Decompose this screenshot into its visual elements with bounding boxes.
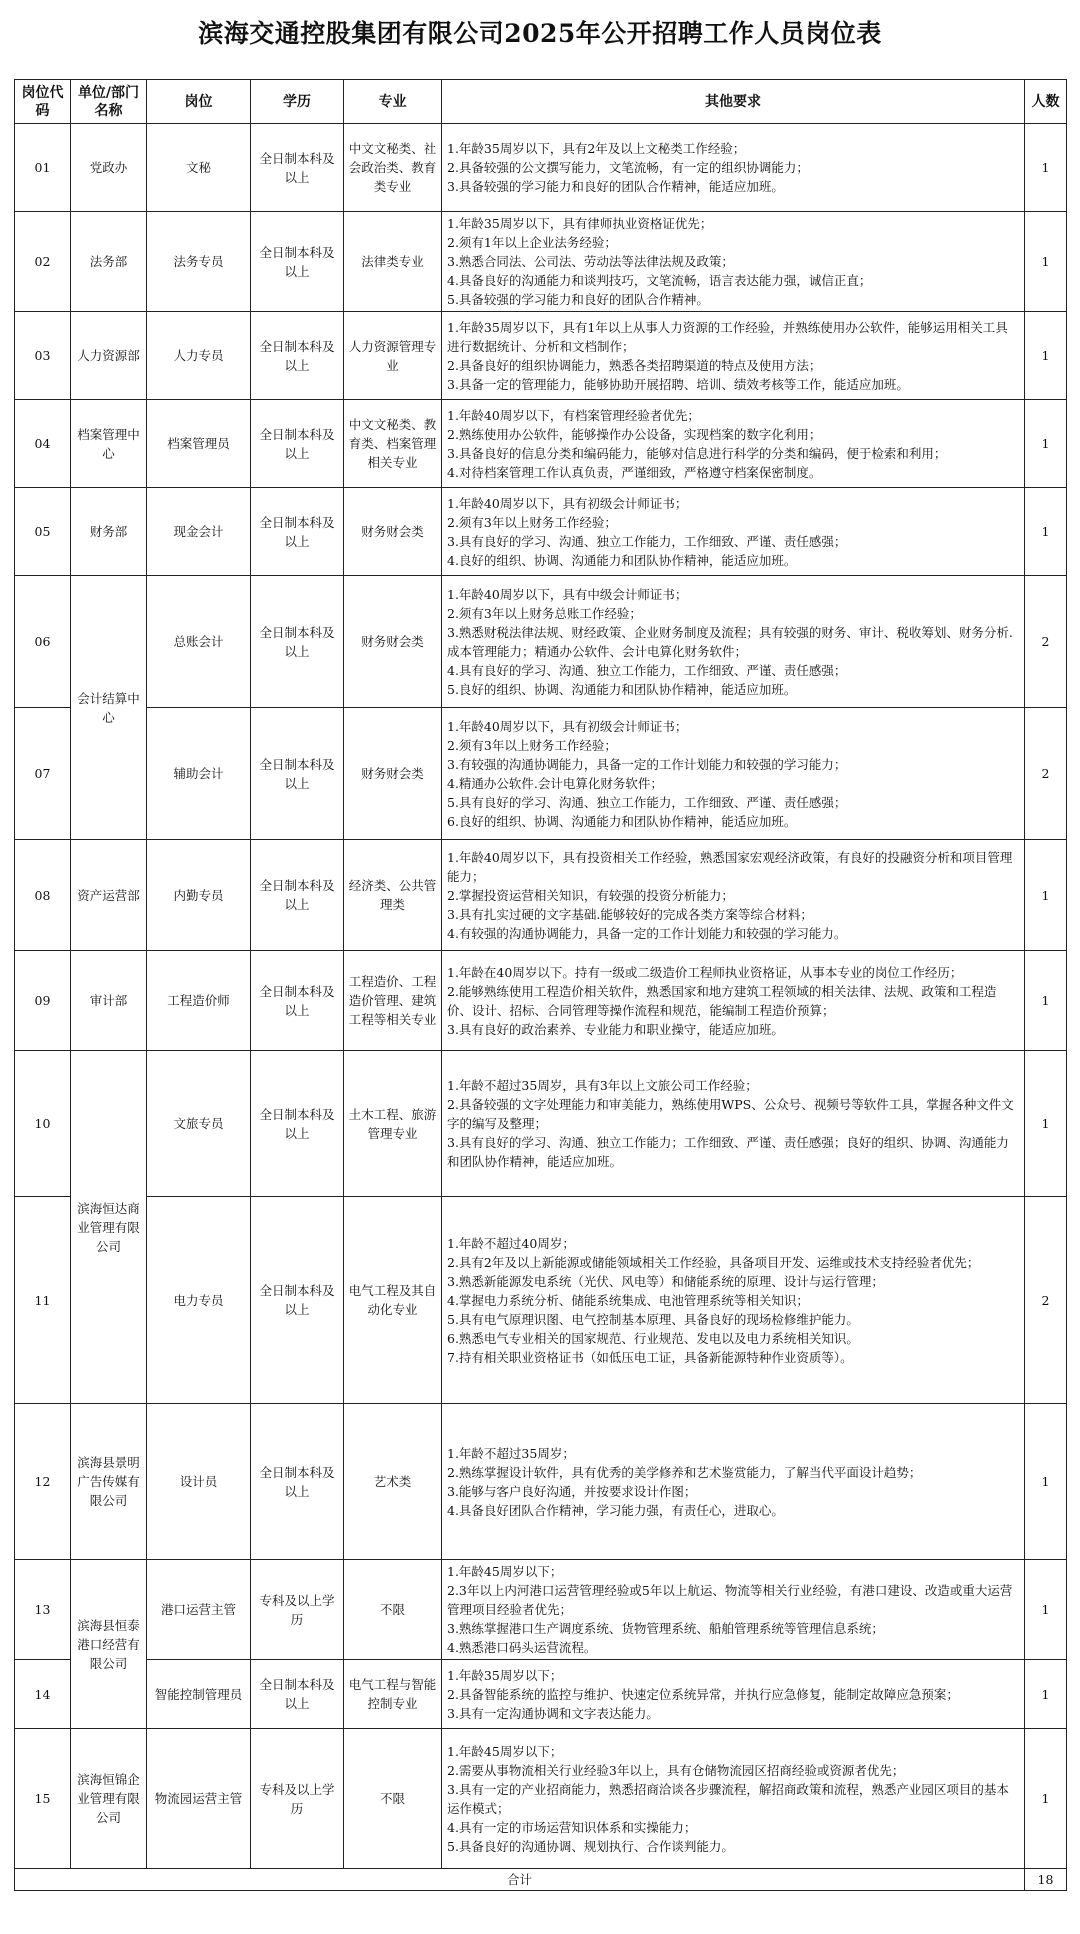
requirement-line: 1.年龄40周岁以下，具有中级会计师证书； <box>447 586 688 602</box>
requirement-line: 2.须有3年以上财务工作经验； <box>447 514 617 530</box>
cell-count: 2 <box>1025 1197 1067 1404</box>
requirement-line: 3.具有一定沟通协调和文字表达能力。 <box>447 1705 659 1721</box>
cell-major: 艺术类 <box>344 1404 442 1560</box>
cell-code: 02 <box>15 212 71 312</box>
cell-major: 财务财会类 <box>344 576 442 708</box>
cell-position: 文秘 <box>147 124 251 212</box>
table-row <box>15 1660 1067 1729</box>
cell-education: 全日制本科及以上 <box>251 708 344 840</box>
requirement-line: 4.对待档案管理工作认真负责，严谨细致，严格遵守档案保密制度。 <box>447 464 822 480</box>
cell-requirements <box>442 1560 1025 1660</box>
cell-position: 电力专员 <box>147 1197 251 1404</box>
requirement-line: 1.年龄35周岁以下，具有律师执业资格证优先； <box>447 216 713 231</box>
requirement-line: 1.年龄在40周岁以下。持有一级或二级造价工程师执业资格证，从事本专业的岗位工作经历； <box>447 964 963 980</box>
cell-code: 05 <box>15 488 71 576</box>
cell-count: 1 <box>1025 1404 1067 1560</box>
requirement-line: 3.具有一定的产业招商能力，熟悉招商洽谈各步骤流程，解招商政策和流程，熟悉产业园区项目的基本运作模式； <box>447 1781 1009 1816</box>
cell-unit: 法务部 <box>71 212 147 312</box>
requirement-line: 4.具备良好团队合作精神，学习能力强，有责任心，进取心。 <box>447 1502 784 1518</box>
cell-unit: 审计部 <box>71 951 147 1051</box>
requirement-line: 4.熟悉港口码头运营流程。 <box>447 1640 597 1655</box>
table-row <box>15 708 1067 840</box>
cell-unit: 党政办 <box>71 124 147 212</box>
requirement-line: 1.年龄不超过40周岁； <box>447 1235 575 1251</box>
requirement-line: 3.熟练掌握港口生产调度系统、货物管理系统、船舶管理系统等管理信息系统； <box>447 1621 884 1636</box>
cell-code: 09 <box>15 951 71 1051</box>
cell-code: 12 <box>15 1404 71 1560</box>
cell-education: 全日制本科及以上 <box>251 951 344 1051</box>
cell-code: 04 <box>15 400 71 488</box>
requirement-line: 2.具备较强的文字处理能力和审美能力，熟练使用WPS、公众号、视频号等软件工具，掌握各种文件文字的编写及整理； <box>447 1097 1014 1131</box>
requirement-line: 1.年龄40周岁以下，具有初级会计师证书； <box>447 495 688 511</box>
cell-education: 全日制本科及以上 <box>251 1404 344 1560</box>
requirement-line: 4.有较强的沟通协调能力，具备一定的工作计划能力和较强的学习能力。 <box>447 925 847 941</box>
total-count: 18 <box>1025 1869 1067 1891</box>
cell-code: 06 <box>15 576 71 708</box>
table-row <box>15 124 1067 212</box>
header-unit: 单位/部门名称 <box>71 80 147 124</box>
cell-count: 1 <box>1025 124 1067 212</box>
cell-requirements <box>442 1660 1025 1729</box>
cell-requirements <box>442 1404 1025 1560</box>
requirement-line: 3.具有扎实过硬的文字基础.能够较好的完成各类方案等综合材料； <box>447 906 813 922</box>
total-row <box>15 1869 1067 1891</box>
cell-code: 11 <box>15 1197 71 1404</box>
table-row <box>15 1404 1067 1560</box>
cell-position: 内勤专员 <box>147 840 251 951</box>
requirement-line: 3.具备良好的信息分类和编码能力，能够对信息进行科学的分类和编码，便于检索和利用； <box>447 445 947 461</box>
cell-position: 设计员 <box>147 1404 251 1560</box>
recruitment-table <box>14 79 1067 1891</box>
cell-education: 专科及以上学历 <box>251 1729 344 1869</box>
requirement-line: 2.3年以上内河港口运营管理经验或5年以上航运、物流等相关行业经验，有港口建设、改造或重大运营管理项目经验者优先； <box>447 1583 1013 1617</box>
requirement-line: 2.具备较强的公文撰写能力，文笔流畅，有一定的组织协调能力； <box>447 160 809 175</box>
cell-requirements <box>442 840 1025 951</box>
cell-education: 全日制本科及以上 <box>251 1660 344 1729</box>
cell-major: 工程造价、工程造价管理、建筑工程等相关专业 <box>344 951 442 1051</box>
cell-education: 全日制本科及以上 <box>251 488 344 576</box>
header-position: 岗位 <box>147 80 251 124</box>
cell-requirements <box>442 951 1025 1051</box>
table-row <box>15 312 1067 400</box>
cell-major: 中文文秘类、社会政治类、教育类专业 <box>344 124 442 212</box>
cell-requirements <box>442 488 1025 576</box>
cell-position: 工程造价师 <box>147 951 251 1051</box>
cell-position: 港口运营主管 <box>147 1560 251 1660</box>
cell-position: 法务专员 <box>147 212 251 312</box>
cell-major: 经济类、公共管理类 <box>344 840 442 951</box>
requirement-line: 2.须有1年以上企业法务经验； <box>447 235 617 250</box>
requirement-line: 1.年龄40周岁以下，具有投资相关工作经验，熟悉国家宏观经济政策，有良好的投融资分析和项目管理能力； <box>447 849 1013 884</box>
cell-unit: 滨海县恒泰港口经营有限公司 <box>71 1560 147 1729</box>
requirement-line: 4.良好的组织、协调、沟通能力和团队协作精神，能适应加班。 <box>447 552 797 568</box>
requirement-line: 5.具有良好的学习、沟通、独立工作能力，工作细致、严谨、责任感强； <box>447 794 847 810</box>
cell-education: 全日制本科及以上 <box>251 400 344 488</box>
cell-count: 1 <box>1025 1729 1067 1869</box>
cell-code: 03 <box>15 312 71 400</box>
requirement-line: 1.年龄45周岁以下； <box>447 1743 563 1759</box>
requirement-line: 6.良好的组织、协调、沟通能力和团队协作精神，能适应加班。 <box>447 813 797 829</box>
table-row <box>15 1197 1067 1404</box>
requirement-line: 3.具有良好的学习、沟通、独立工作能力，工作细致、严谨、责任感强； <box>447 533 847 549</box>
cell-requirements <box>442 576 1025 708</box>
cell-count: 1 <box>1025 840 1067 951</box>
requirement-line: 1.年龄不超过35周岁，具有3年以上文旅公司工作经验； <box>447 1078 758 1093</box>
cell-requirements <box>442 1197 1025 1404</box>
cell-count: 1 <box>1025 1560 1067 1660</box>
cell-count: 2 <box>1025 708 1067 840</box>
requirement-line: 4.掌握电力系统分析、储能系统集成、电池管理系统等相关知识； <box>447 1292 809 1308</box>
requirement-line: 3.具有良好的政治素养、专业能力和职业操守，能适应加班。 <box>447 1021 784 1037</box>
table-row <box>15 488 1067 576</box>
requirement-line: 2.须有3年以上财务工作经验； <box>447 737 617 753</box>
cell-position: 智能控制管理员 <box>147 1660 251 1729</box>
cell-unit: 资产运营部 <box>71 840 147 951</box>
cell-requirements <box>442 124 1025 212</box>
requirement-line: 2.能够熟练使用工程造价相关软件，熟悉国家和地方建筑工程领域的相关法律、法规、政策和工程造价、设计、招标、合同管理等操作流程和规范，能编制工程造价预算； <box>447 983 997 1018</box>
table-row <box>15 951 1067 1051</box>
requirement-line: 2.须有3年以上财务总账工作经验； <box>447 605 642 621</box>
cell-position: 现金会计 <box>147 488 251 576</box>
cell-code: 10 <box>15 1051 71 1197</box>
requirement-line: 4.精通办公软件.会计电算化财务软件； <box>447 775 663 791</box>
cell-major: 中文文秘类、教育类、档案管理相关专业 <box>344 400 442 488</box>
requirement-line: 2.具有2年及以上新能源或储能领域相关工作经验，具备项目开发、运维或技术支持经验者优先； <box>447 1254 980 1270</box>
cell-major: 财务财会类 <box>344 488 442 576</box>
cell-major: 电气工程与智能控制专业 <box>344 1660 442 1729</box>
table-row <box>15 400 1067 488</box>
cell-requirements <box>442 312 1025 400</box>
header-code: 岗位代码 <box>15 80 71 124</box>
cell-major: 电气工程及其自动化专业 <box>344 1197 442 1404</box>
cell-position: 文旅专员 <box>147 1051 251 1197</box>
table-row <box>15 1051 1067 1197</box>
cell-position: 人力专员 <box>147 312 251 400</box>
requirement-line: 3.具备较强的学习能力和良好的团队合作精神，能适应加班。 <box>447 179 784 194</box>
cell-major: 不限 <box>344 1729 442 1869</box>
requirement-line: 5.具有电气原理识图、电气控制基本原理、具备良好的现场检修维护能力。 <box>447 1311 859 1327</box>
cell-count: 1 <box>1025 951 1067 1051</box>
cell-major: 法律类专业 <box>344 212 442 312</box>
cell-education: 全日制本科及以上 <box>251 312 344 400</box>
cell-major: 不限 <box>344 1560 442 1660</box>
header-requirements: 其他要求 <box>442 80 1025 124</box>
requirement-line: 2.具备良好的组织协调能力，熟悉各类招聘渠道的特点及使用方法； <box>447 357 822 373</box>
requirement-line: 1.年龄不超过35周岁； <box>447 1445 575 1461</box>
requirement-line: 3.具备一定的管理能力，能够协助开展招聘、培训、绩效考核等工作，能适应加班。 <box>447 376 909 392</box>
requirement-line: 1.年龄45周岁以下； <box>447 1564 563 1579</box>
requirement-line: 1.年龄35周岁以下； <box>447 1667 563 1683</box>
cell-major: 财务财会类 <box>344 708 442 840</box>
cell-requirements <box>442 400 1025 488</box>
requirement-line: 4.具有良好的学习、沟通、独立工作能力，工作细致、严谨、责任感强； <box>447 662 847 678</box>
header-row <box>15 80 1067 124</box>
requirement-line: 2.熟练掌握设计软件，具有优秀的美学修养和艺术鉴赏能力，了解当代平面设计趋势； <box>447 1464 922 1480</box>
cell-position: 辅助会计 <box>147 708 251 840</box>
requirement-line: 2.掌握投资运营相关知识，有较强的投资分析能力； <box>447 887 734 903</box>
cell-code: 13 <box>15 1560 71 1660</box>
cell-code: 07 <box>15 708 71 840</box>
table-row <box>15 212 1067 312</box>
cell-education: 全日制本科及以上 <box>251 124 344 212</box>
cell-count: 1 <box>1025 488 1067 576</box>
requirement-line: 5.具备较强的学习能力和良好的团队合作精神。 <box>447 292 709 307</box>
requirement-line: 1.年龄40周岁以下，有档案管理经验者优先； <box>447 407 700 423</box>
cell-education: 专科及以上学历 <box>251 1560 344 1660</box>
requirement-line: 4.具有一定的市场运营知识体系和实操能力； <box>447 1819 697 1835</box>
requirement-line: 2.需要从事物流相关行业经验3年以上，具有仓储物流园区招商经验或资源者优先； <box>447 1762 905 1778</box>
cell-requirements <box>442 212 1025 312</box>
requirement-line: 6.熟悉电气专业相关的国家规范、行业规范、发电以及电力系统相关知识。 <box>447 1330 859 1346</box>
cell-requirements <box>442 708 1025 840</box>
cell-count: 1 <box>1025 1660 1067 1729</box>
cell-code: 14 <box>15 1660 71 1729</box>
cell-count: 1 <box>1025 212 1067 312</box>
cell-position: 总账会计 <box>147 576 251 708</box>
cell-count: 1 <box>1025 400 1067 488</box>
requirement-line: 1.年龄35周岁以下，具有2年及以上文秘类工作经验； <box>447 141 746 156</box>
requirement-line: 3.能够与客户良好沟通，并按要求设计作图； <box>447 1483 697 1499</box>
total-label: 合计 <box>15 1869 1025 1891</box>
requirement-line: 5.具备良好的沟通协调、规划执行、合作谈判能力。 <box>447 1838 734 1854</box>
header-major: 专业 <box>344 80 442 124</box>
cell-major: 人力资源管理专业 <box>344 312 442 400</box>
requirement-line: 1.年龄35周岁以下，具有1年以上从事人力资源的工作经验，并熟练使用办公软件，能够运用相关工具进行数据统计、分析和文档制作； <box>447 319 1008 354</box>
cell-education: 全日制本科及以上 <box>251 212 344 312</box>
cell-education: 全日制本科及以上 <box>251 576 344 708</box>
cell-count: 1 <box>1025 1051 1067 1197</box>
cell-requirements <box>442 1051 1025 1197</box>
requirement-line: 5.良好的组织、协调、沟通能力和团队协作精神，能适应加班。 <box>447 681 797 697</box>
cell-code: 08 <box>15 840 71 951</box>
requirement-line: 1.年龄40周岁以下，具有初级会计师证书； <box>447 718 688 734</box>
table-row <box>15 1560 1067 1660</box>
table-body <box>15 124 1067 1869</box>
cell-unit: 会计结算中心 <box>71 576 147 840</box>
requirement-line: 3.熟悉财税法律法规、财经政策、企业财务制度及流程；具有较强的财务、审计、税收筹划、财务分析.成本管理能力；精通办公软件、会计电算化财务软件； <box>447 624 1013 659</box>
requirement-line: 4.具备良好的沟通能力和谈判技巧，文笔流畅，语言表达能力强，诚信正直； <box>447 273 872 288</box>
header-count: 人数 <box>1025 80 1067 124</box>
table-row <box>15 576 1067 708</box>
cell-unit: 财务部 <box>71 488 147 576</box>
cell-unit: 滨海恒达商业管理有限公司 <box>71 1051 147 1404</box>
cell-education: 全日制本科及以上 <box>251 840 344 951</box>
cell-education: 全日制本科及以上 <box>251 1051 344 1197</box>
requirement-line: 3.有较强的沟通协调能力，具备一定的工作计划能力和较强的学习能力； <box>447 756 847 772</box>
requirement-line: 3.熟悉合同法、公司法、劳动法等法律法规及政策； <box>447 254 734 269</box>
cell-unit: 滨海县景明广告传媒有限公司 <box>71 1404 147 1560</box>
header-education: 学历 <box>251 80 344 124</box>
cell-requirements <box>442 1729 1025 1869</box>
table-row <box>15 840 1067 951</box>
cell-unit: 人力资源部 <box>71 312 147 400</box>
requirement-line: 2.熟练使用办公软件，能够操作办公设备，实现档案的数字化利用； <box>447 426 822 442</box>
table-row <box>15 1729 1067 1869</box>
cell-count: 1 <box>1025 312 1067 400</box>
cell-code: 01 <box>15 124 71 212</box>
requirement-line: 3.熟悉新能源发电系统（光伏、风电等）和储能系统的原理、设计与运行管理； <box>447 1273 884 1289</box>
cell-code: 15 <box>15 1729 71 1869</box>
cell-count: 2 <box>1025 576 1067 708</box>
page-title: 滨海交通控股集团有限公司2025年公开招聘工作人员岗位表 <box>198 19 882 48</box>
cell-unit: 档案管理中心 <box>71 400 147 488</box>
cell-position: 档案管理员 <box>147 400 251 488</box>
cell-unit: 滨海恒锦企业管理有限公司 <box>71 1729 147 1869</box>
cell-position: 物流园运营主管 <box>147 1729 251 1869</box>
requirement-line: 3.具有良好的学习、沟通、独立工作能力；工作细致、严谨、责任感强；良好的组织、协调、沟通能力和团队协作精神，能适应加班。 <box>447 1135 1009 1169</box>
requirement-line: 7.持有相关职业资格证书（如低压电工证，具备新能源特种作业资质等）。 <box>447 1349 853 1365</box>
cell-major: 土木工程、旅游管理专业 <box>344 1051 442 1197</box>
cell-education: 全日制本科及以上 <box>251 1197 344 1404</box>
requirement-line: 2.具备智能系统的监控与维护、快速定位系统异常，并执行应急修复，能制定故障应急预案； <box>447 1686 959 1702</box>
